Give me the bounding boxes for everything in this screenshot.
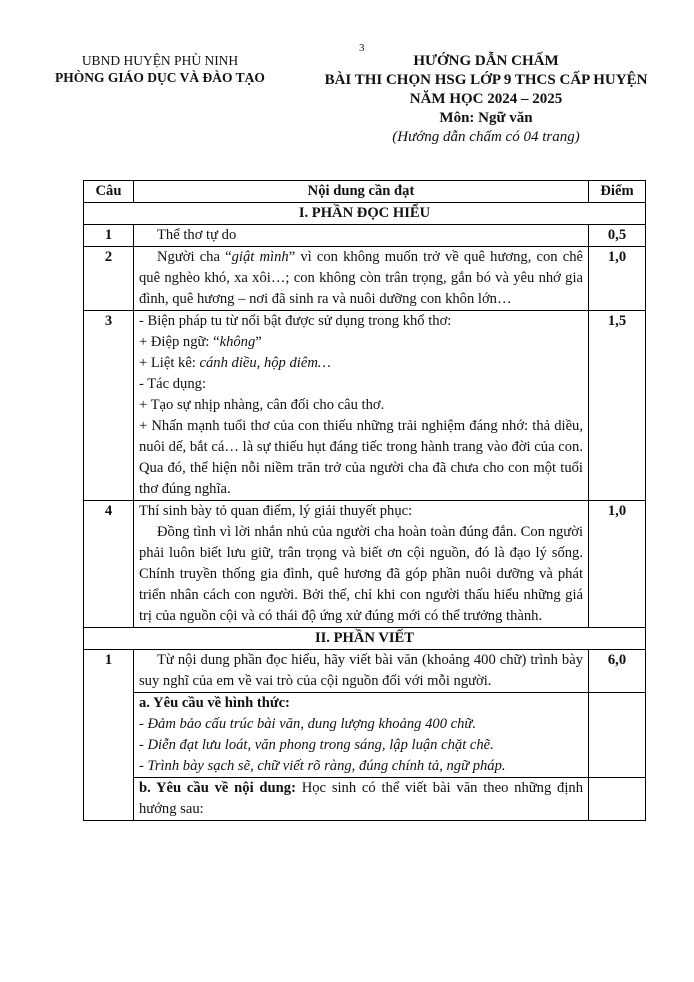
- answer-line: + Tạo sự nhịp nhàng, cân đối cho câu thơ.: [139, 397, 385, 413]
- page-number: 3: [359, 42, 365, 54]
- answer-content: [134, 693, 589, 778]
- subject-line: Môn: Ngữ văn: [439, 110, 533, 126]
- table-row: [84, 650, 646, 693]
- answer-line: + Điệp ngữ: “không”: [139, 334, 262, 350]
- question-number: 3: [84, 311, 134, 501]
- section-title-writing: II. PHẦN VIẾT: [84, 628, 646, 650]
- section-title-reading: I. PHẦN ĐỌC HIỂU: [84, 203, 646, 225]
- answer-text: Người cha “: [157, 249, 232, 265]
- section-row: [84, 628, 646, 650]
- answer-text: ” vì con không muốn trở về quê hương, con chê quê nghèo khó, xa xôi…; con không còn trân trọng, gắn bó và yêu nhớ gia đình, quê hương – nơi đã sinh ra và nuôi dưỡng con khôn lớn…: [139, 249, 584, 307]
- table-row: [84, 225, 646, 247]
- org-line-1: UBND HUYỆN PHÙ NINH: [81, 53, 239, 68]
- answer-content: [134, 247, 589, 311]
- answer-line: - Diễn đạt lưu loát, văn phong trong sáng, lập luận chặt chẽ.: [139, 737, 494, 753]
- table-row: [84, 778, 646, 821]
- header-noi-dung: Nội dung cần đạt: [134, 181, 589, 203]
- answer-line: - Biện pháp tu từ nổi bật được sử dụng trong khổ thơ:: [139, 313, 452, 329]
- question-number: 1: [84, 650, 134, 821]
- table-header-row: [84, 181, 646, 203]
- question-number: 4: [84, 501, 134, 628]
- table-row: [84, 247, 646, 311]
- answer-content: [134, 778, 589, 821]
- answer-content: Từ nội dung phần đọc hiểu, hãy viết bài văn (khoảng 400 chữ) trình bày suy nghĩ của em về vai trò của cội nguồn đối với mỗi người.: [134, 650, 589, 693]
- question-number: 1: [84, 225, 134, 247]
- section-row: [84, 203, 646, 225]
- table-row: [84, 501, 646, 628]
- grading-table: [83, 180, 646, 821]
- page-count-note: (Hướng dẫn chấm có 04 trang): [392, 129, 580, 145]
- answer-line: - Tác dụng:: [139, 376, 207, 392]
- score: 1,0: [589, 247, 646, 311]
- header-diem: Điểm: [589, 181, 646, 203]
- title-line-2: BÀI THI CHỌN HSG LỚP 9 THCS CẤP HUYỆN: [324, 72, 648, 88]
- table-row: [84, 693, 646, 778]
- answer-line: - Trình bày sạch sẽ, chữ viết rõ ràng, đúng chính tả, ngữ pháp.: [139, 758, 506, 774]
- document-title-block: [286, 52, 686, 147]
- table-row: [84, 311, 646, 501]
- score: 0,5: [589, 225, 646, 247]
- question-number: 2: [84, 247, 134, 311]
- answer-text: Học sinh có thể viết bài văn theo những định hướng sau:: [139, 780, 583, 817]
- quoted-phrase: giật mình: [231, 249, 289, 265]
- answer-line: + Nhấn mạnh tuổi thơ của con thiếu những trải nghiệm đáng nhớ: thả diều, nuôi dế, bắt cá… là sự thiếu hụt đáng tiếc trong hành trang vào đời của con. Qua đó, thể hiện nỗi niềm trăn trở của người cha đã chưa cho con một tuổi thơ đúng nghĩa.: [139, 418, 583, 497]
- header-cau: Câu: [84, 181, 134, 203]
- answer-content: [134, 311, 589, 501]
- score-empty: [589, 778, 646, 821]
- title-line-1: HƯỚNG DẪN CHẤM: [413, 53, 559, 69]
- score: 1,5: [589, 311, 646, 501]
- answer-content: Thể thơ tự do: [134, 225, 589, 247]
- score: 1,0: [589, 501, 646, 628]
- org-line-2: PHÒNG GIÁO DỤC VÀ ĐÀO TẠO: [55, 70, 265, 85]
- title-line-3: NĂM HỌC 2024 – 2025: [409, 91, 563, 107]
- answer-line: + Liệt kê: cánh diều, hộp diêm…: [139, 355, 331, 371]
- answer-line: Thí sinh bày tỏ quan điểm, lý giải thuyết phục:: [139, 503, 413, 519]
- score: 6,0: [589, 650, 646, 693]
- requirement-title: b. Yêu cầu về nội dung:: [139, 780, 296, 796]
- answer-line: Đồng tình vì lời nhắn nhủ của người cha hoàn toàn đúng đắn. Con người phải luôn biết lưu giữ, trân trọng và biết ơn cội nguồn, đó là đạo lý sống. Chính truyền thống gia đình, quê hương đã góp phần nuôi dưỡng và phát triển nhân cách con người. Bởi thế, chỉ khi con người thấu hiểu những giá trị của nguồn cội và có thái độ ứng xử đúng mới có thể trưởng thành.: [139, 524, 583, 624]
- requirement-title: a. Yêu cầu về hình thức:: [139, 695, 290, 711]
- score-empty: [589, 693, 646, 778]
- answer-content: [134, 501, 589, 628]
- answer-line: - Đảm bảo cấu trúc bài văn, dung lượng khoảng 400 chữ.: [139, 716, 477, 732]
- issuing-organization: [40, 52, 280, 86]
